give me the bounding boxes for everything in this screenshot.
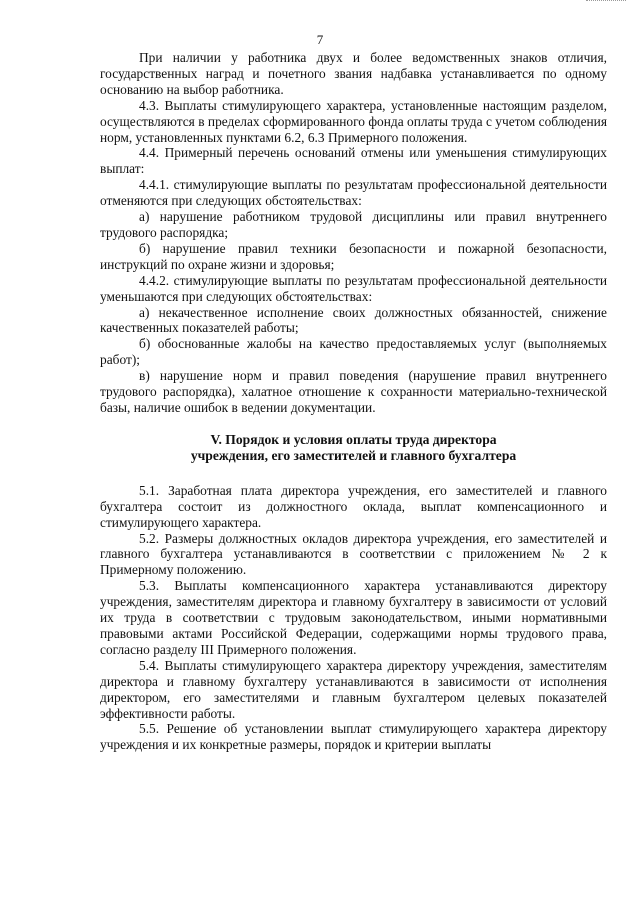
paragraph-awards-note: При наличии у работника двух и более ведомственных знаков отличия, государственных наград и почетного звания надбавка устанавливается по одному основанию на выбор работника. (100, 50, 607, 97)
paragraph-4-4-2: 4.4.2. стимулирующие выплаты по результатам профессиональной деятельности уменьшаются при следующих обстоятельствах: (100, 272, 607, 304)
paragraph-4-4-1-b: б) нарушение правил техники безопасности и пожарной безопасности, инструкций по охране жизни и здоровья; (100, 240, 607, 272)
paragraph-4-4-2-v: в) нарушение норм и правил поведения (нарушение правил внутреннего трудового распорядка), халатное отношение к сохранности материально-технической базы, наличие ошибок в ведении документации. (100, 368, 607, 415)
section-heading (100, 432, 607, 465)
paragraph-5-1: 5.1. Заработная плата директора учреждения, его заместителей и главного бухгалтера состоит из должностного оклада, выплат компенсационного и стимулирующего характера. (100, 482, 607, 530)
paragraph-4-4-1: 4.4.1. стимулирующие выплаты по результатам профессиональной деятельности отменяются при следующих обстоятельствах: (100, 177, 607, 209)
paragraph-4-3: 4.3. Выплаты стимулирующего характера, установленные настоящим разделом, осуществляются в пределах сформированного фонда оплаты труда с учетом соблюдения норм, установленных пунктами 6.2, 6.3 Примерного положения. (100, 97, 607, 145)
paragraph-5-4: 5.4. Выплаты стимулирующего характера директору учреждения, заместителям директора и главному бухгалтеру устанавливаются в зависимости от исполнения директором, его заместителями и главным бухгалтером целевых показателей эффективности работы. (100, 657, 607, 721)
paragraph-5-2: 5.2. Размеры должностных окладов директора учреждения, его заместителей и главного бухгалтера устанавливаются в соответствии с приложением № 2 к Примерному положению. (100, 530, 607, 578)
section-heading-line-2: учреждения, его заместителей и главного бухгалтера (190, 448, 517, 464)
section-heading-line-1: V. Порядок и условия оплаты труда директора (210, 431, 497, 447)
paragraph-4-4: 4.4. Примерный перечень оснований отмены или уменьшения стимулирующих выплат: (100, 145, 607, 177)
page-number: 7 (316, 32, 324, 47)
paragraph-5-3: 5.3. Выплаты компенсационного характера устанавливаются директору учреждения, заместителям директора и главному бухгалтеру в зависимости от условий их труда в соответствии с трудовым законодательством, иными нормативными правовыми актами Российской Федерации, содержащими нормы трудового права, согласно разделу III Примерного положения. (100, 578, 607, 657)
scan-artifact-mark (586, 0, 626, 3)
paragraph-4-4-1-a: а) нарушение работником трудовой дисциплины или правил внутреннего трудового распорядка; (100, 209, 607, 240)
paragraph-4-4-2-b: б) обоснованные жалобы на качество предоставляемых услуг (выполняемых работ); (100, 336, 607, 368)
document-body (100, 50, 607, 753)
paragraph-4-4-2-a: а) некачественное исполнение своих должностных обязанностей, снижение качественных показателей работы; (100, 304, 607, 336)
paragraph-5-5: 5.5. Решение об установлении выплат стимулирующего характера директору учреждения и их конкретные размеры, порядок и критерии выплаты (100, 721, 607, 753)
